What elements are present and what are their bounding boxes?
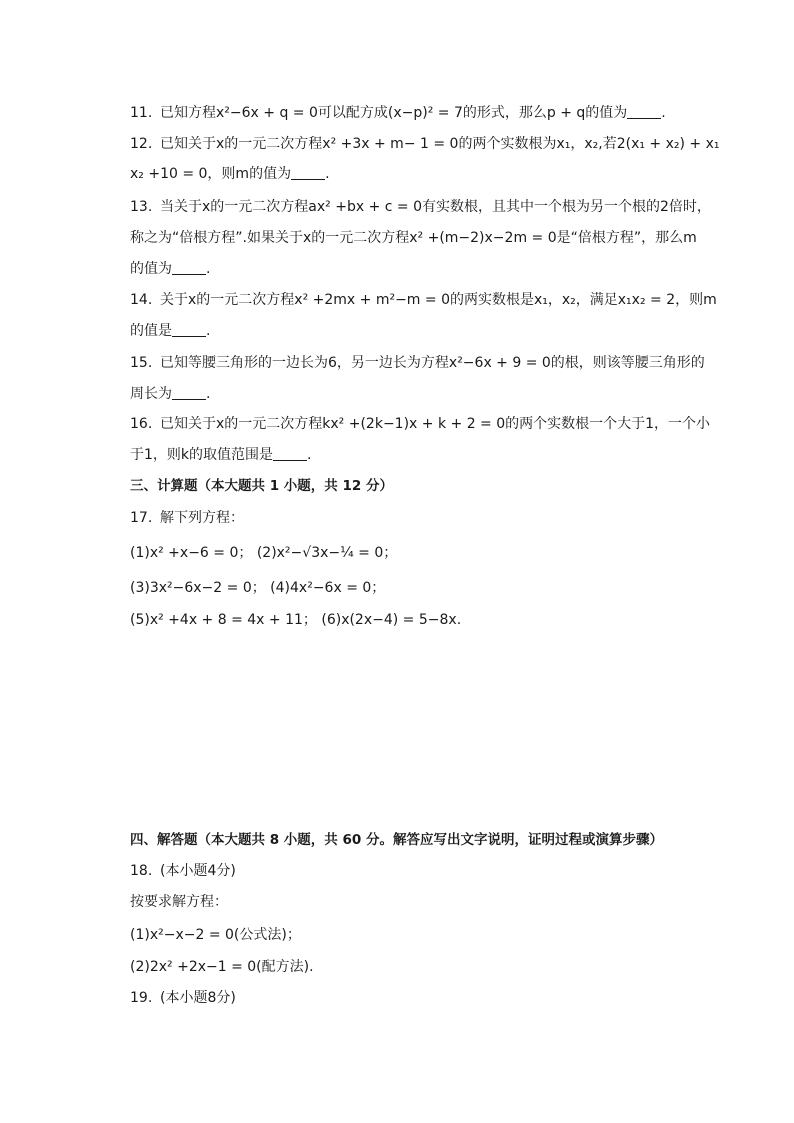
question-17-item-1: (1)x² +x−6 = 0； (2)x²−√3x−¼ = 0；	[130, 545, 398, 561]
question-number: 14.	[130, 292, 153, 308]
question-text: 已知方程x²−6x + q = 0可以配方成(x−p)² = 7的形式，那么p + q的值为	[160, 105, 628, 121]
question-17-item-3: (5)x² +4x + 8 = 4x + 11； (6)x(2x−4) = 5−8x.	[130, 612, 462, 628]
question-text: 称之为“倍根方程”.如果关于x的一元二次方程x² +(m−2)x−2m = 0是“倍根方程”，那么m	[130, 230, 697, 246]
question-12-cont: x₂ +10 = 0，则m的值为 .	[130, 166, 330, 182]
question-number: 16.	[130, 416, 153, 432]
question-text: 当关于x的一元二次方程ax² +bx + c = 0有实数根，且其中一个根为另一个根的2倍时，	[160, 199, 711, 215]
question-text: x₂ +10 = 0，则m的值为	[130, 166, 292, 182]
answer-blank	[172, 322, 206, 337]
question-text: 于1，则k的取值范围是	[130, 447, 274, 463]
section-4-title: 四、解答题（本大题共 8 小题，共 60 分。解答应写出文字说明，证明过程或演算步骤）	[130, 832, 663, 848]
question-11: 11. 已知方程x²−6x + q = 0可以配方成(x−p)² = 7的形式，那么p + q的值为 .	[130, 105, 666, 121]
question-text: 周长为	[130, 386, 172, 402]
section-3-title: 三、计算题（本大题共 1 小题，共 12 分）	[130, 478, 393, 494]
question-number: 12.	[130, 136, 153, 152]
question-18-item-2: (2)2x² +2x−1 = 0(配方法).	[130, 959, 314, 975]
question-score: (本小题8分)	[160, 990, 236, 1006]
question-18-item-1: (1)x²−x−2 = 0(公式法)；	[130, 927, 301, 943]
question-text: 已知关于x的一元二次方程kx² +(2k−1)x + k + 2 = 0的两个实数根一个大于1，一个小	[160, 416, 711, 432]
answer-blank	[273, 446, 307, 461]
question-score: (本小题4分)	[160, 863, 236, 879]
question-15-cont: 周长为 .	[130, 386, 211, 402]
answer-blank	[291, 165, 325, 180]
question-text: 的值为	[130, 261, 172, 277]
answer-blank	[172, 385, 206, 400]
question-text: 已知关于x的一元二次方程x² +3x + m− 1 = 0的两个实数根为x₁，x₂,若2(x₁ + x₂) + x₁	[160, 136, 720, 152]
question-13-cont	[130, 228, 700, 248]
question-number: 18.	[130, 863, 153, 879]
answer-blank	[627, 104, 661, 119]
question-14	[130, 290, 717, 310]
question-number: 11.	[130, 105, 153, 121]
question-number: 15.	[130, 355, 153, 371]
answer-blank	[172, 260, 206, 275]
question-17-item-2: (3)3x²−6x−2 = 0； (4)4x²−6x = 0；	[130, 580, 386, 596]
question-text: 已知等腰三角形的一边长为6，另一边长为方程x²−6x + 9 = 0的根，则该等腰三角形的	[160, 355, 705, 371]
question-14-cont: 的值是 .	[130, 323, 211, 339]
question-16-cont: 于1，则k的取值范围是 .	[130, 447, 312, 463]
question-number: 17.	[130, 510, 153, 526]
question-number: 19.	[130, 990, 153, 1006]
question-text: 关于x的一元二次方程x² +2mx + m²−m = 0的两实数根是x₁，x₂，满足x₁x₂ = 2，则m	[160, 292, 717, 308]
question-17	[130, 508, 700, 528]
question-15	[130, 353, 705, 373]
question-18-text: 按要求解方程：	[130, 894, 228, 910]
question-text: 解下列方程：	[160, 510, 244, 526]
question-text: 的值是	[130, 323, 172, 339]
question-number: 13.	[130, 199, 153, 215]
question-13	[130, 197, 711, 217]
question-16	[130, 414, 711, 434]
question-19	[130, 988, 700, 1008]
question-18	[130, 861, 700, 881]
question-13-cont2: 的值为 .	[130, 261, 211, 277]
question-12	[130, 134, 720, 154]
